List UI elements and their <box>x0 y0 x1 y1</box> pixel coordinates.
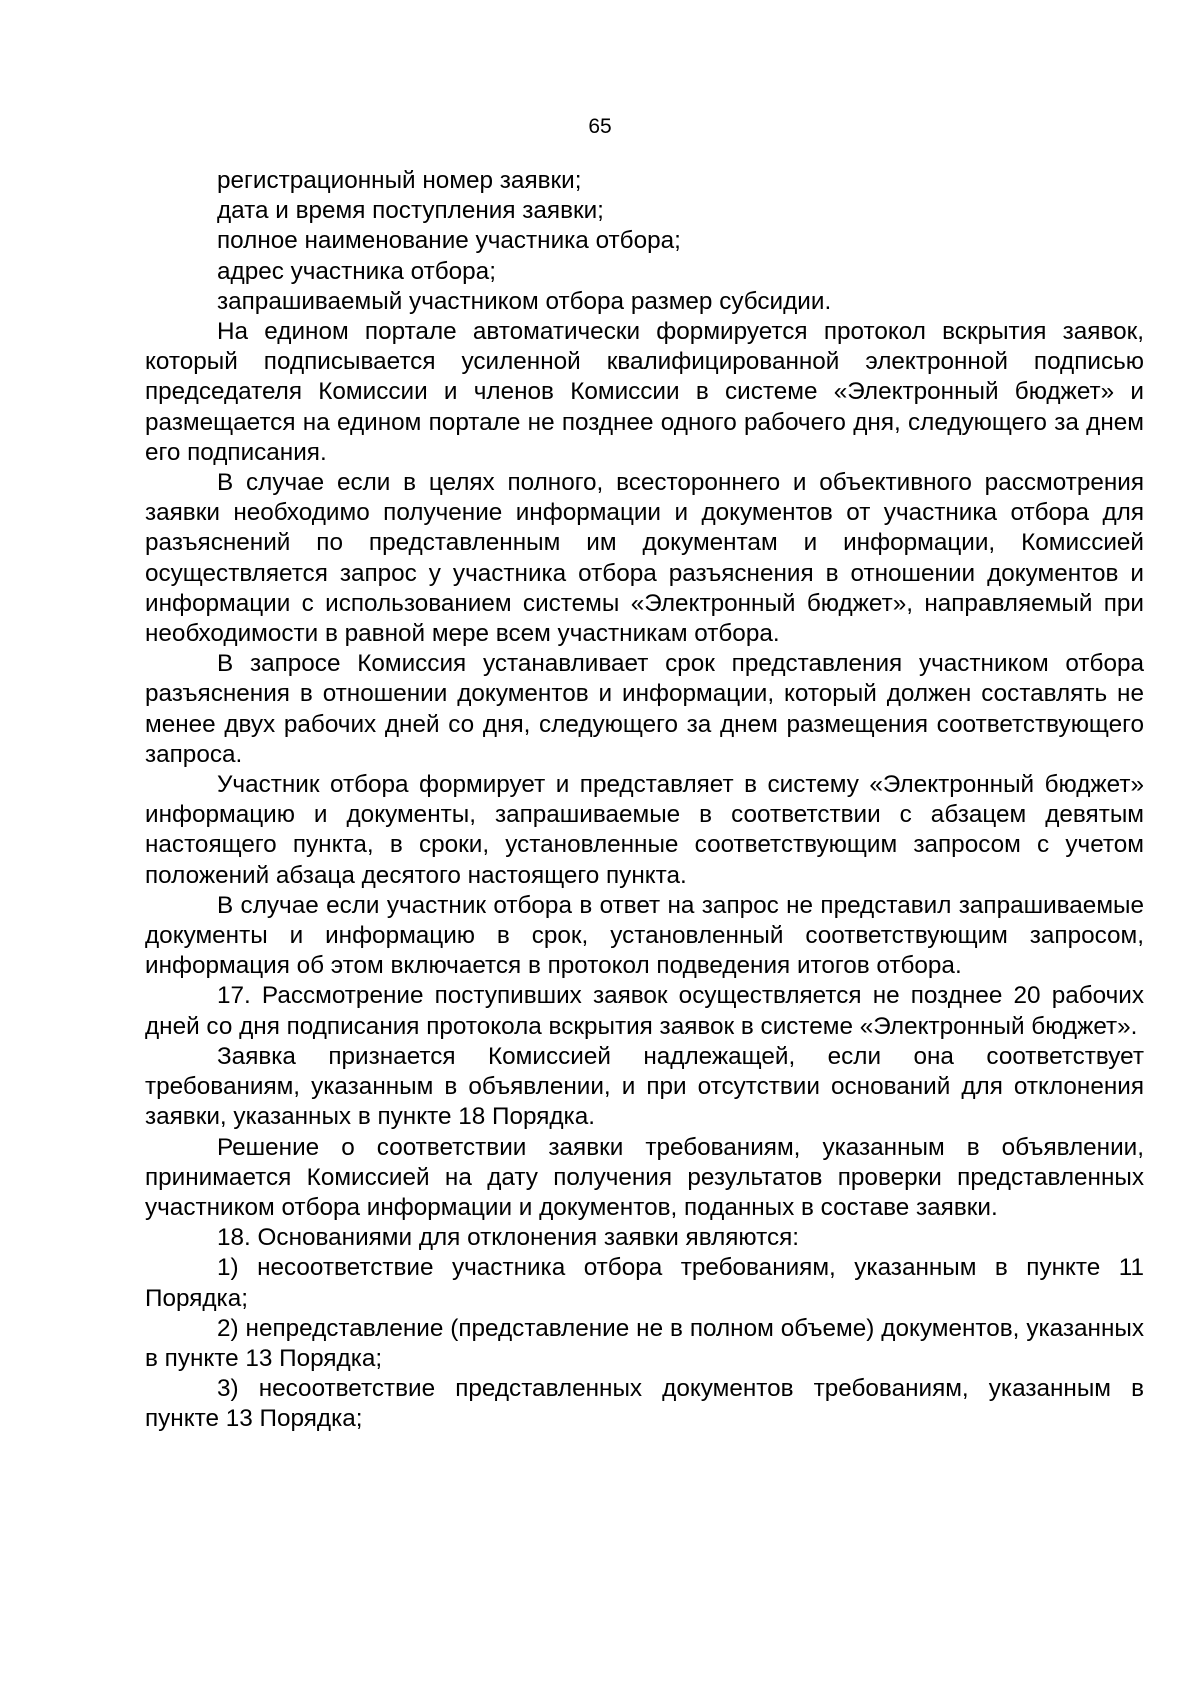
document-body <box>145 166 1144 1435</box>
paragraph: 18. Основаниями для отклонения заявки являются: <box>217 1224 799 1252</box>
paragraph: запрашиваемый участником отбора размер субсидии. <box>217 287 832 315</box>
paragraph: В запросе Комиссия устанавливает срок представления участником отбора разъяснения в отношении документов и информации, который должен составлять не менее двух рабочих дней со дня, следующего за днем размещения соответствующего запроса. <box>145 650 1144 768</box>
paragraph: Решение о соответствии заявки требованиям, указанным в объявлении, принимается Комиссией на дату получения результатов проверки представленных участником отбора информации и документов, поданных в составе заявки. <box>145 1133 1144 1221</box>
paragraph: адрес участника отбора; <box>217 257 496 285</box>
paragraph: На едином портале автоматически формируется протокол вскрытия заявок, который подписывается усиленной квалифицированной электронной подписью председателя Комиссии и членов Комиссии в системе «Электронный бюджет» и размещается на едином портале не позднее одного рабочего дня, следующего за днем его подписания. <box>145 318 1144 466</box>
paragraph: 17. Рассмотрение поступивших заявок осуществляется не позднее 20 рабочих дней со дня подписания протокола вскрытия заявок в системе «Электронный бюджет». <box>145 982 1144 1040</box>
paragraph: регистрационный номер заявки; <box>217 167 582 194</box>
paragraph: 2) непредставление (представление не в полном объеме) документов, указанных в пункте 13 Порядка; <box>145 1314 1144 1372</box>
paragraph: дата и время поступления заявки; <box>217 197 604 225</box>
paragraph: Заявка признается Комиссией надлежащей, если она соответствует требованиям, указанным в объявлении, и при отсутствии оснований для отклонения заявки, указанных в пункте 18 Порядка. <box>145 1042 1144 1131</box>
paragraph: Участник отбора формирует и представляет в систему «Электронный бюджет» информацию и документы, запрашиваемые в соответствии с абзацем девятым настоящего пункта, в сроки, установленные соответствующим запросом с учетом положений абзаца десятого настоящего пункта. <box>145 771 1144 889</box>
paragraph: В случае если в целях полного, всестороннего и объективного рассмотрения заявки необходимо получение информации и документов от участника отбора для разъяснений по представленным им документам и информации, Комиссией осуществляется запрос у участника отбора разъяснения в отношении документов и информации с использованием системы «Электронный бюджет», направляемый при необходимости в равной мере всем участникам отбора. <box>145 469 1144 648</box>
page-number: 65 <box>588 115 612 138</box>
paragraph: 1) несоответствие участника отбора требованиям, указанным в пункте 11 Порядка; <box>145 1254 1144 1312</box>
paragraph: полное наименование участника отбора; <box>217 227 681 255</box>
paragraph: 3) несоответствие представленных документов требованиям, указанным в пункте 13 Порядка; <box>145 1375 1144 1433</box>
paragraph: В случае если участник отбора в ответ на запрос не представил запрашиваемые документы и информацию в срок, установленный соответствующим запросом, информация об этом включается в протокол подведения итогов отбора. <box>145 891 1144 980</box>
